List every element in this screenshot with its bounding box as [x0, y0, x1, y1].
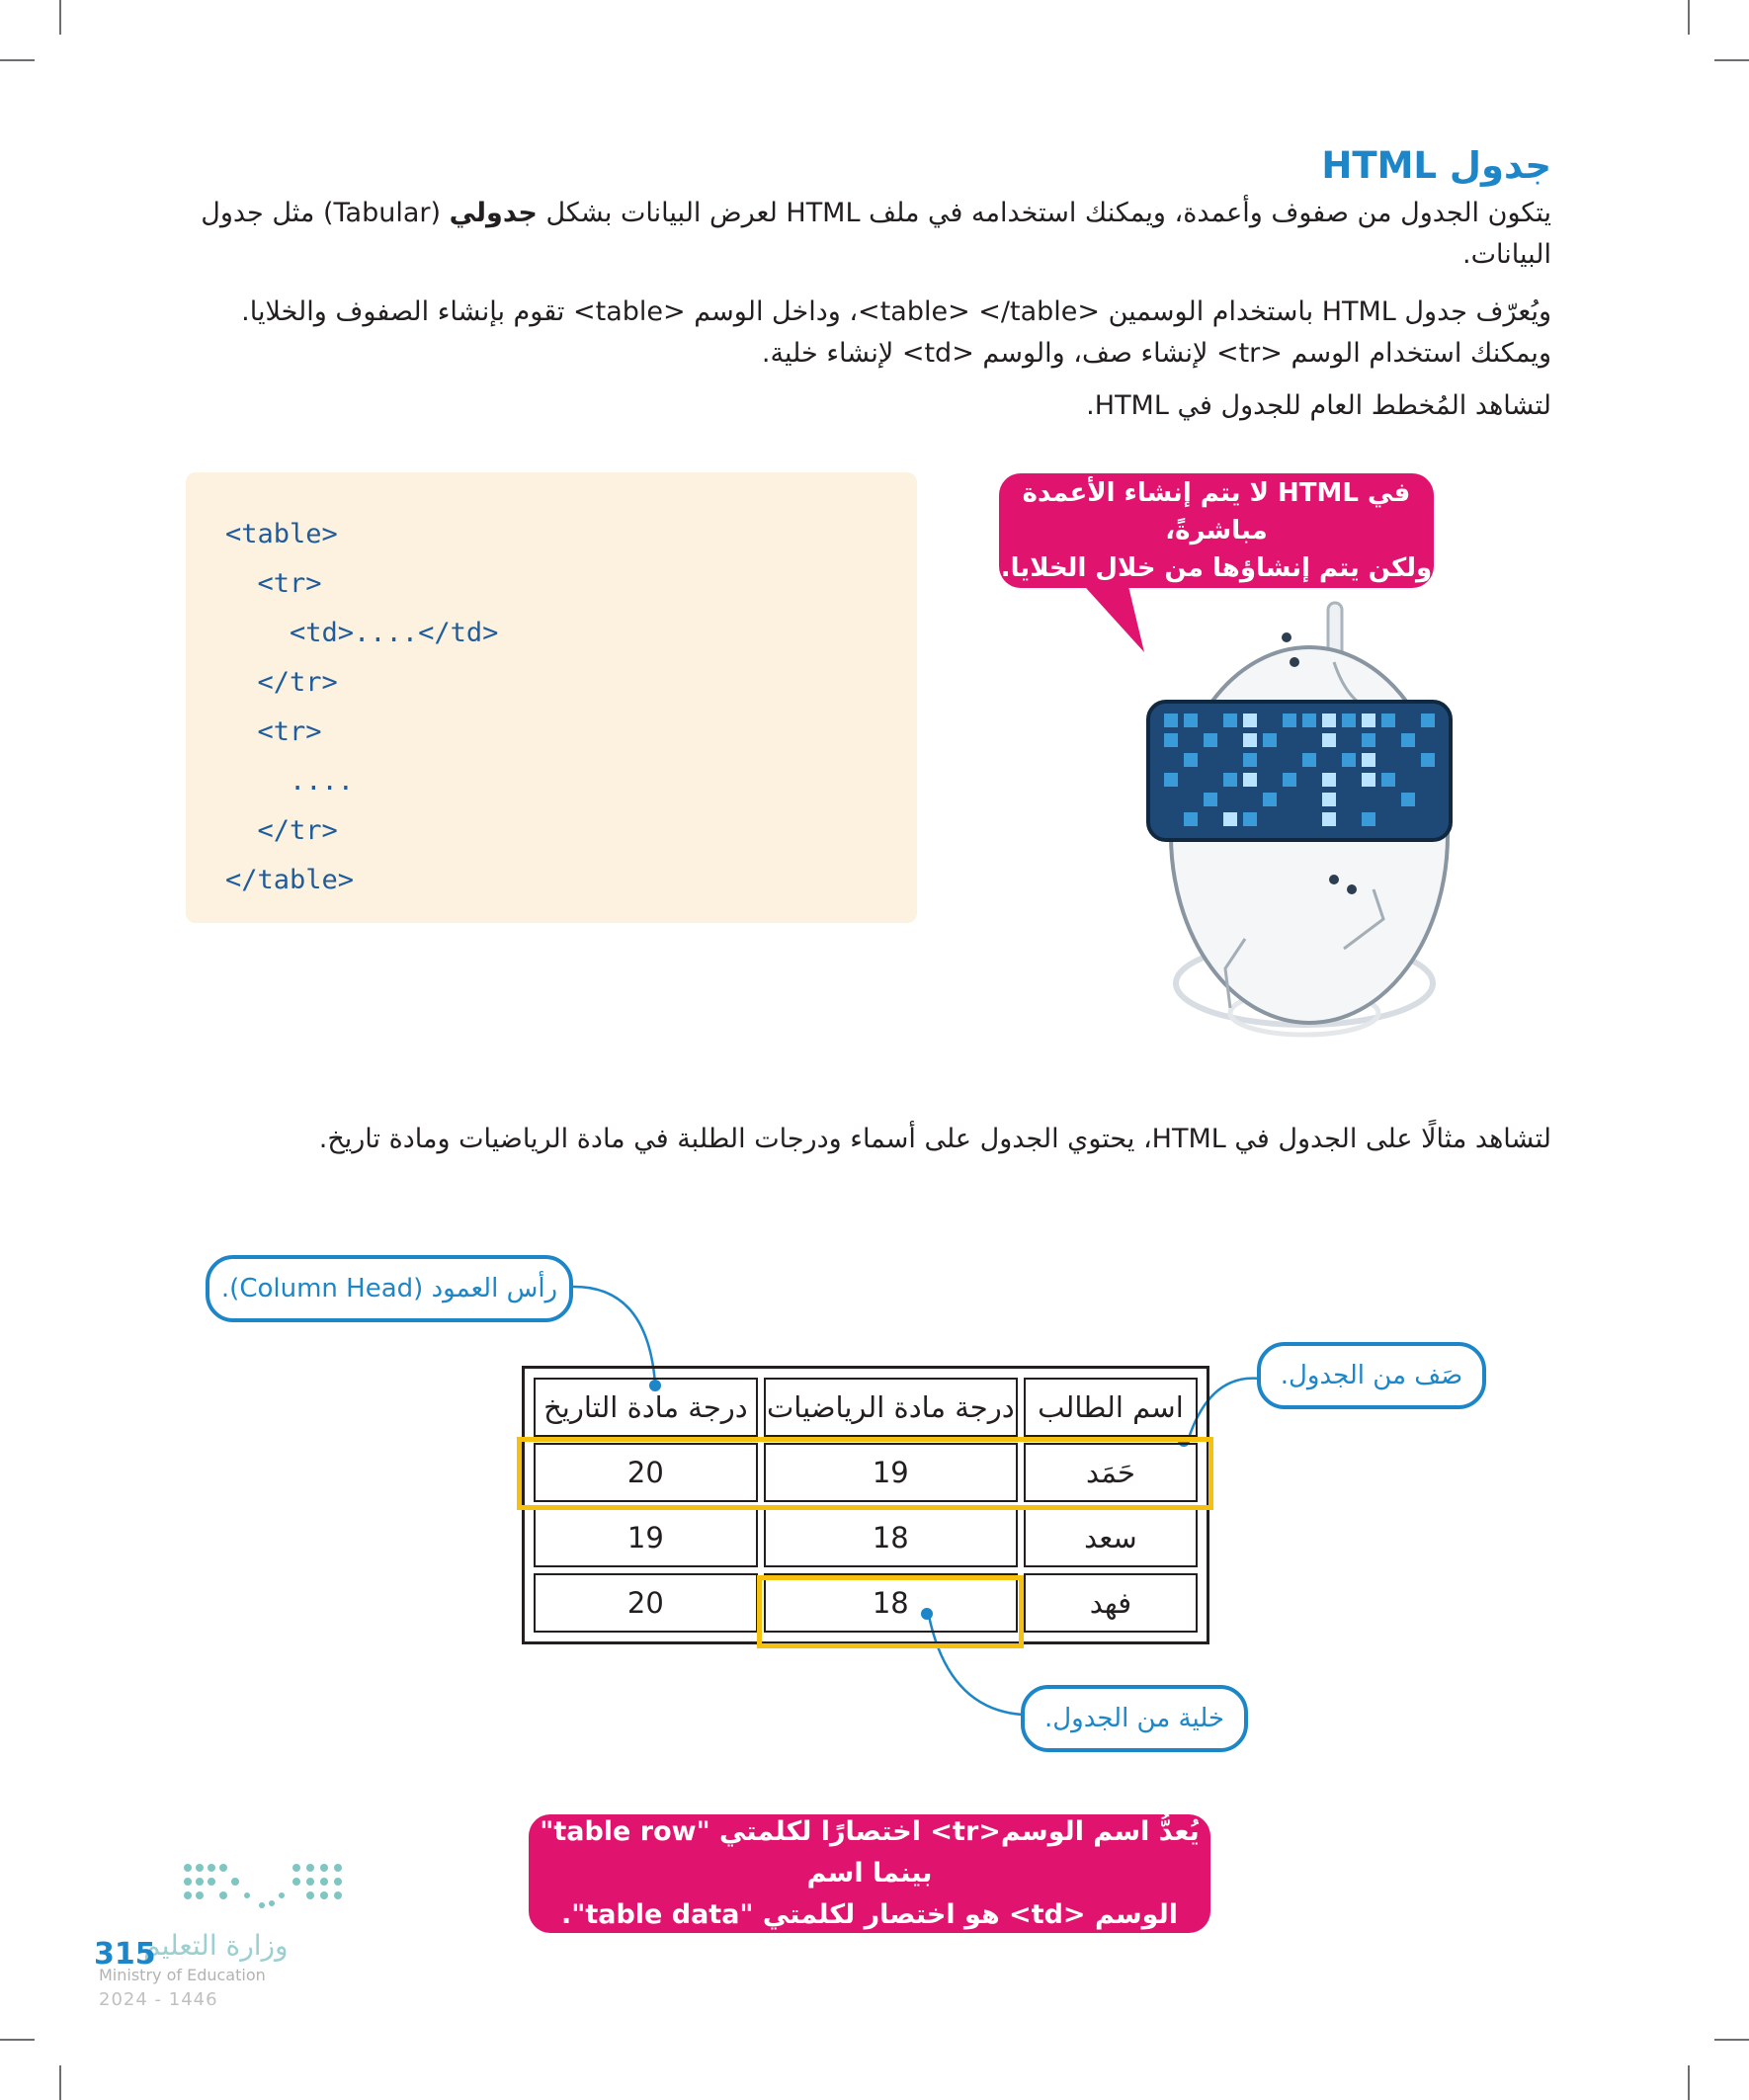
cell-callout: خلية من الجدول.	[1021, 1685, 1248, 1752]
row-callout: صَف من الجدول.	[1257, 1342, 1486, 1409]
note-line: الوسم <td> هو اختصار لكلمتي "table data".	[561, 1899, 1178, 1930]
table-cell: 19	[764, 1443, 1018, 1502]
column-head-math-grade: درجة مادة الرياضيات	[764, 1378, 1018, 1437]
row-highlight	[517, 1437, 1213, 1510]
ministry-name-english: Ministry of Education	[99, 1966, 266, 1984]
section-heading: جدول HTML	[1321, 144, 1551, 187]
table-cell: 20	[534, 1443, 758, 1502]
definition-paragraph: ويُعرّف جدول HTML باستخدام الوسمين <table> </table>، وداخل الوسم <table> تقوم بإنشاء الصفوف والخلايا. ويمكنك استخدام الوسم <tr> لإنشاء صف، والوسم <td> لإنشاء خلية.	[241, 296, 1551, 369]
table-cell: فهد	[1024, 1573, 1198, 1633]
column-head-student-name: اسم الطالب	[1024, 1378, 1198, 1437]
cell-highlight	[757, 1575, 1024, 1648]
page-number: 315	[94, 1937, 156, 1972]
table-header-row	[534, 1378, 1198, 1437]
intro-text-part: (Tabular) مثل جدول البيانات.	[201, 198, 1551, 270]
column-head-callout: رأس العمود (Column Head).	[206, 1255, 573, 1322]
intro-text-part: يتكون الجدول من صفوف وأعمدة، ويمكنك استخدامه في ملف HTML لعرض البيانات بشكل	[537, 198, 1551, 228]
code-line: </table>	[225, 865, 355, 895]
table-cell: 20	[534, 1573, 758, 1633]
speech-bubble-line: ولكن يتم إنشاؤها من خلال الخلايا.	[1000, 553, 1433, 583]
table-cell: 18	[764, 1508, 1018, 1567]
intro-bold-term: جدولي	[449, 198, 538, 228]
column-head-history-grade: درجة مادة التاريخ	[534, 1378, 758, 1437]
code-line: ....	[225, 766, 355, 797]
speech-bubble-line: في HTML لا يتم إنشاء الأعمدة مباشرةً،	[1022, 478, 1411, 546]
note-line: يُعدُّ اسم الوسم<tr> اختصارًا لكلمتي "table row" بينما اسم	[540, 1816, 1200, 1889]
edition-year: 2024 - 1446	[99, 1989, 218, 2010]
code-line: <td>....</td>	[225, 618, 499, 648]
table-row	[534, 1508, 1198, 1567]
table-cell: 19	[534, 1508, 758, 1567]
ministry-logo-icon	[178, 1858, 356, 1917]
code-line: <tr>	[225, 716, 322, 747]
abbreviation-note	[529, 1814, 1210, 1933]
table-cell: حَمَد	[1024, 1443, 1198, 1502]
code-line: <table>	[225, 519, 338, 549]
code-line: </tr>	[225, 815, 338, 846]
ministry-name-arabic: وزارة التعليم	[143, 1929, 289, 1962]
code-line: </tr>	[225, 667, 338, 698]
table-cell: 18	[764, 1573, 1018, 1633]
code-line: <tr>	[225, 568, 322, 599]
diagram-intro-text: لتشاهد المُخطط العام للجدول في HTML.	[1086, 390, 1551, 421]
table-cell: سعد	[1024, 1508, 1198, 1567]
example-description: لتشاهد مثالًا على الجدول في HTML، يحتوي الجدول على أسماء ودرجات الطلبة في مادة الرياضيات ومادة تاريخ.	[318, 1124, 1551, 1154]
